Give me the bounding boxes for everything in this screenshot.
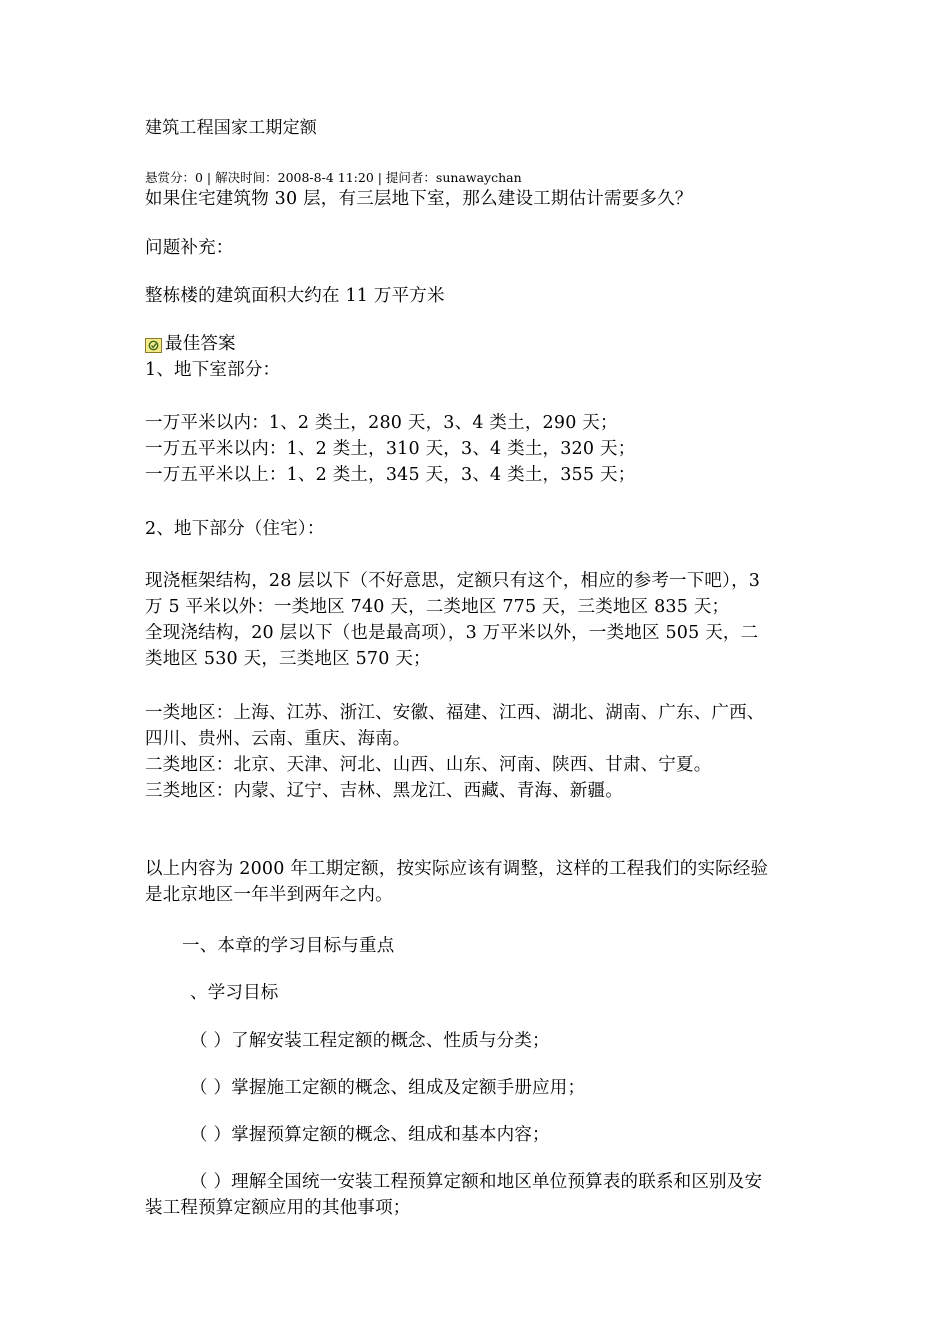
question-text: 如果住宅建筑物 30 层，有三层地下室，那么建设工期估计需要多久？ xyxy=(145,189,693,209)
chapter-subheading: 、学习目标 xyxy=(190,983,279,1003)
region-line: 三类地区：内蒙、辽宁、吉林、黑龙江、西藏、青海、新疆。 xyxy=(145,781,623,801)
answer-line: 类地区 530 天，三类地区 570 天； xyxy=(145,649,431,669)
supplement-label: 问题补充： xyxy=(145,238,234,258)
best-answer-label: 最佳答案 xyxy=(165,334,236,354)
answer-note: 以上内容为 2000 年工期定额，按实际应该有调整，这样的工程我们的实际经验 xyxy=(145,859,769,879)
best-answer-header xyxy=(145,333,236,355)
answer-line: 全现浇结构，20 层以下（也是最高项），3 万平米以外，一类地区 505 天，二 xyxy=(145,623,759,643)
section1-heading: 1、地下室部分： xyxy=(145,360,281,380)
question-meta: 悬赏分：0 | 解决时间：2008-8-4 11:20 | 提问者：sunawaychan xyxy=(145,170,522,185)
objective-item: （ ）了解安装工程定额的概念、性质与分类； xyxy=(190,1031,550,1051)
page-title: 建筑工程国家工期定额 xyxy=(145,118,317,138)
objective-item: （ ）掌握预算定额的概念、组成和基本内容； xyxy=(190,1125,550,1145)
objective-item: （ ）理解全国统一安装工程预算定额和地区单位预算表的联系和区别及安 xyxy=(190,1172,763,1192)
chapter-heading: 一、本章的学习目标与重点 xyxy=(182,936,395,956)
answer-line: 一万五平米以内：1、2 类土，310 天，3、4 类土，320 天； xyxy=(145,439,636,459)
region-line: 四川、贵州、云南、重庆、海南。 xyxy=(145,729,411,749)
answer-line: 一万平米以内：1、2 类土，280 天，3、4 类土，290 天； xyxy=(145,413,618,433)
region-line: 一类地区：上海、江苏、浙江、安徽、福建、江西、湖北、湖南、广东、广西、 xyxy=(145,703,765,723)
answer-line: 万 5 平米以外：一类地区 740 天，二类地区 775 天，三类地区 835 天； xyxy=(145,597,730,617)
section2-heading: 2、地下部分（住宅）： xyxy=(145,519,325,539)
best-answer-icon xyxy=(145,337,162,352)
objective-item: 装工程预算定额应用的其他事项； xyxy=(145,1198,411,1218)
answer-line: 一万五平米以上：1、2 类土，345 天，3、4 类土，355 天； xyxy=(145,465,636,485)
answer-note: 是北京地区一年半到两年之内。 xyxy=(145,885,393,905)
region-line: 二类地区：北京、天津、河北、山西、山东、河南、陕西、甘肃、宁夏。 xyxy=(145,755,712,775)
objective-item: （ ）掌握施工定额的概念、组成及定额手册应用； xyxy=(190,1078,586,1098)
answer-line: 现浇框架结构，28 层以下（不好意思，定额只有这个，相应的参考一下吧），3 xyxy=(145,571,761,591)
supplement-text: 整栋楼的建筑面积大约在 11 万平方米 xyxy=(145,286,445,306)
